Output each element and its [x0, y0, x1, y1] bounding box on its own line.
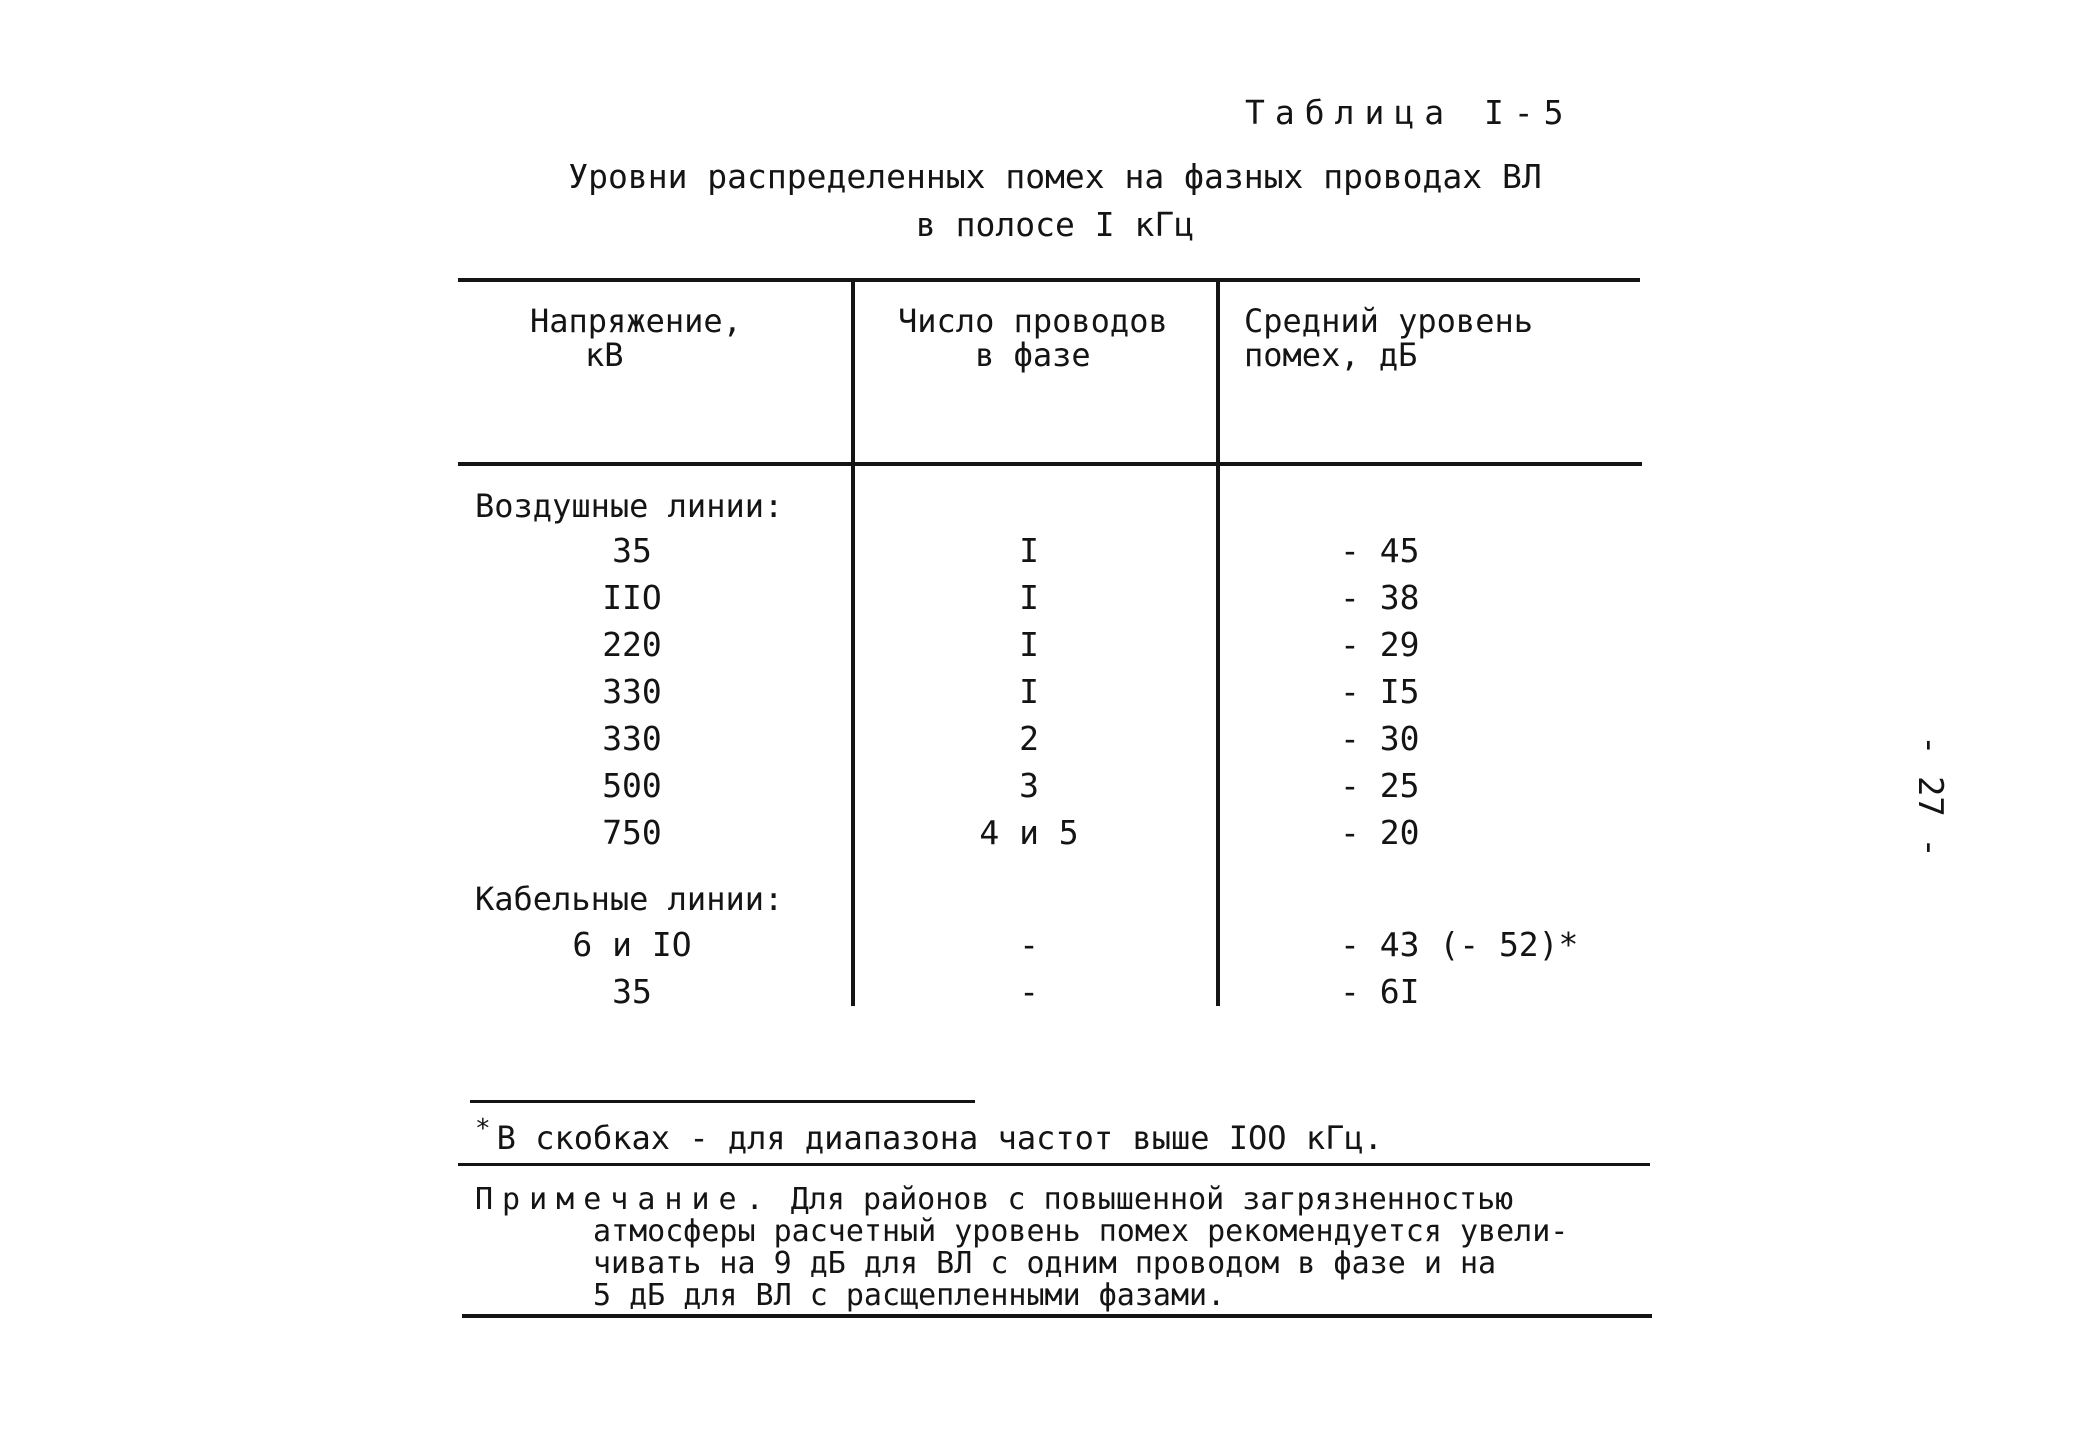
note-line-3: чивать на 9 дБ для ВЛ с одним проводом в фазе и на: [593, 1246, 1497, 1281]
footnote: [475, 1114, 1383, 1157]
table-cell-voltage: 220: [602, 625, 662, 664]
table-cell-wires: 2: [1019, 719, 1039, 758]
footnote-mark: *: [475, 1114, 491, 1144]
table-cell-level: - 29: [1340, 625, 1420, 664]
table-cell-voltage: 330: [602, 719, 662, 758]
note-top-rule: [458, 1163, 1650, 1166]
column-divider-1: [851, 278, 855, 1006]
table-cell-level: - 6I: [1340, 972, 1420, 1011]
table-cell-voltage: 35: [612, 531, 652, 570]
table-cell-wires: -: [1019, 925, 1039, 964]
header-level-line-1: Средний уровень: [1244, 302, 1533, 340]
header-wires: [898, 304, 1168, 372]
table-cell-voltage: 750: [602, 813, 662, 852]
table-cell-wires: 3: [1019, 766, 1039, 805]
note-line-1: Для районов с повышенной загрязненностью: [790, 1182, 1514, 1217]
header-level: [1244, 304, 1533, 372]
column-divider-2: [1216, 278, 1220, 1006]
table-header-rule: [458, 462, 1642, 466]
table-cell-level: - I5: [1340, 672, 1420, 711]
table-cell-wires: I: [1019, 625, 1039, 664]
table-cell-wires: 4 и 5: [979, 813, 1079, 852]
table-cell-wires: -: [1019, 972, 1039, 1011]
table-cell-wires: I: [1019, 578, 1039, 617]
footnote-text: В скобках - для диапазона частот выше IOO кГц.: [496, 1119, 1383, 1157]
group-label-overhead: Воздушные линии:: [475, 487, 784, 525]
table-cell-level: - 43 (- 52)*: [1340, 925, 1579, 964]
header-wires-line-1: Число проводов: [898, 302, 1168, 340]
table-cell-wires: I: [1019, 672, 1039, 711]
table-cell-level: - 30: [1340, 719, 1420, 758]
table-cell-voltage: 330: [602, 672, 662, 711]
header-voltage-line-1: Напряжение,: [530, 302, 742, 340]
note-line-4: 5 дБ для ВЛ с расщепленными фазами.: [593, 1278, 1226, 1313]
table-top-rule: [458, 278, 1640, 282]
table-cell-level: - 20: [1340, 813, 1420, 852]
table-cell-level: - 45: [1340, 531, 1420, 570]
table-cell-voltage: 500: [602, 766, 662, 805]
table-cell-level: - 25: [1340, 766, 1420, 805]
group-label-cable: Кабельные линии:: [475, 880, 784, 918]
table-cell-voltage: IIO: [602, 578, 662, 617]
note-line-2: атмосферы расчетный уровень помех рекомендуется увели-: [593, 1214, 1569, 1249]
table-cell-wires: I: [1019, 531, 1039, 570]
page-number: - 27 -: [1910, 735, 1950, 858]
note-block: [475, 1184, 1568, 1312]
table-cell-level: - 38: [1340, 578, 1420, 617]
header-voltage-line-2: кВ: [585, 336, 624, 374]
table-caption-line-1: Уровни распределенных помех на фазных проводах ВЛ: [568, 157, 1542, 196]
header-wires-line-2: в фазе: [975, 336, 1091, 374]
note-bottom-rule: [462, 1314, 1652, 1318]
table-label: Таблица I-5: [1245, 93, 1574, 132]
header-voltage: [530, 304, 742, 372]
table-caption-line-2: в полосе I кГц: [915, 205, 1195, 244]
footnote-rule: [470, 1100, 975, 1103]
table-cell-voltage: 6 и IO: [572, 925, 692, 964]
table-cell-voltage: 35: [612, 972, 652, 1011]
header-level-line-2: помех, дБ: [1244, 336, 1418, 374]
note-lead: Примечание.: [475, 1182, 773, 1217]
